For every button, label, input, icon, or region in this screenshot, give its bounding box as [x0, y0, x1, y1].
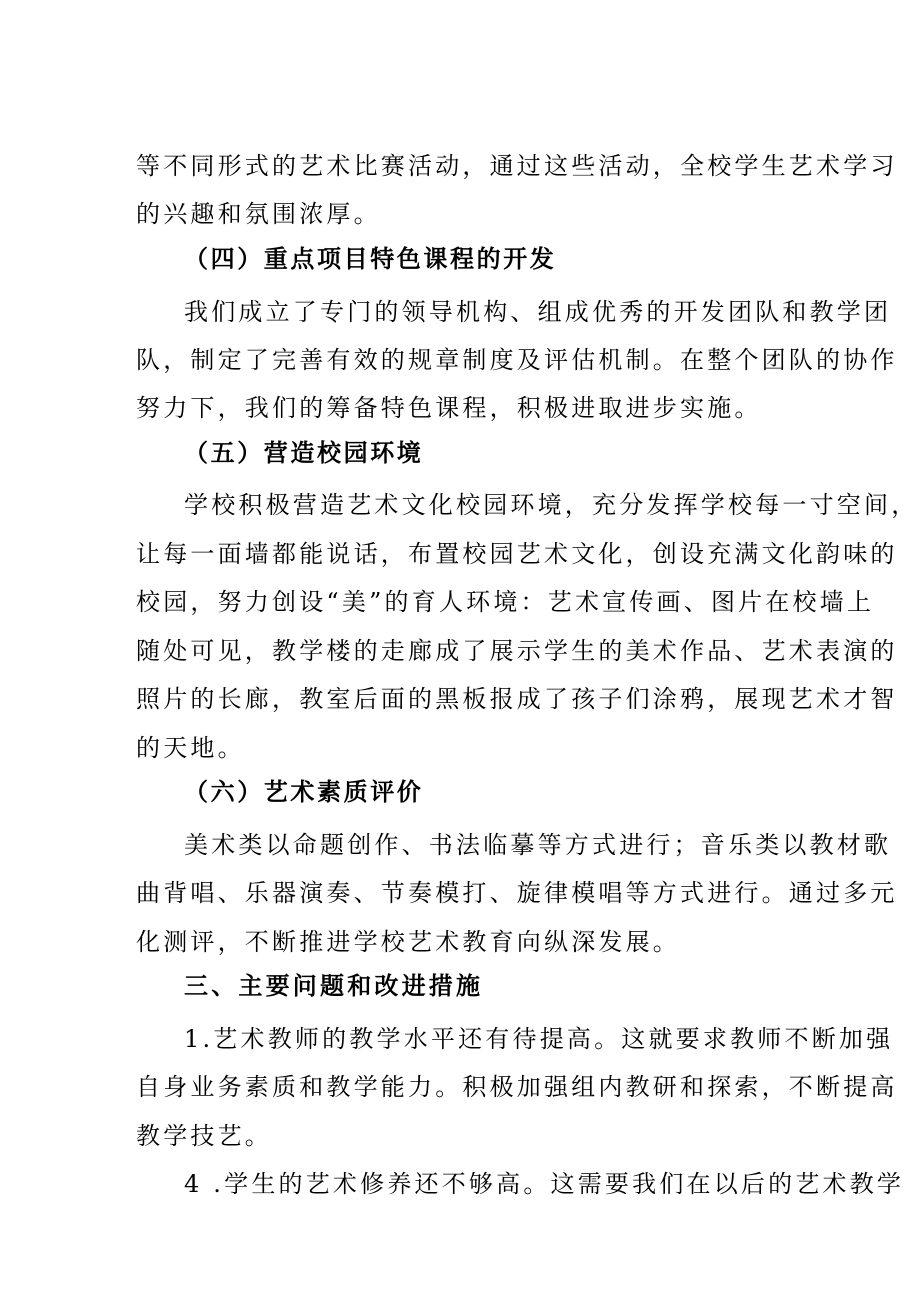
paragraph-line: 曲背唱、乐器演奏、节奏模打、旋律模唱等方式进行。通过多元: [136, 879, 898, 907]
section-heading-three: 三、主要问题和改进措施: [184, 970, 484, 1000]
paragraph-line: 队，制定了完善有效的规章制度及评估机制。在整个团队的协作: [136, 346, 898, 374]
paragraph-line: 化测评，不断推进学校艺术教育向纵深发展。: [136, 928, 680, 956]
section-heading-six: （六）艺术素质评价: [184, 777, 424, 806]
list-item-line: 1.艺术教师的教学水平还有待提高。这就要求教师不断加强: [184, 1025, 894, 1053]
section-heading-four: （四）重点项目特色课程的开发: [184, 244, 557, 273]
paragraph-line: 的兴趣和氛围浓厚。: [136, 200, 381, 228]
paragraph-line: 让每一面墙都能说话，布置校园艺术文化，创设充满文化韵味的: [136, 540, 898, 568]
paragraph-line: 校园，努力创设“美”的育人环境：艺术宣传画、图片在校墙上: [136, 588, 875, 616]
paragraph-line: 自身业务素质和教学能力。积极加强组内教研和探索，不断提高: [136, 1073, 898, 1101]
paragraph-line: 我们成立了专门的领导机构、组成优秀的开发团队和教学团: [184, 298, 892, 326]
paragraph-line: 随处可见，教学楼的走廊成了展示学生的美术作品、艺术表演的: [136, 637, 898, 665]
paragraph-line: 学校积极营造艺术文化校园环境，充分发挥学校每一寸空间，: [184, 491, 919, 519]
paragraph-line: 的天地。: [136, 734, 245, 762]
paragraph-line: 教学技艺。: [136, 1122, 272, 1150]
paragraph-line: 照片的长廊，教室后面的黑板报成了孩子们涂鸦，展现艺术才智: [136, 685, 898, 713]
section-heading-five: （五）营造校园环境: [184, 438, 424, 467]
paragraph-line: 等不同形式的艺术比赛活动，通过这些活动，全校学生艺术学习: [136, 152, 898, 180]
paragraph-line: 美术类以命题创作、书法临摹等方式进行；音乐类以教材歌: [184, 831, 892, 859]
list-item-line: 4 .学生的艺术修养还不够高。这需要我们在以后的艺术教学: [184, 1170, 905, 1198]
paragraph-line: 努力下，我们的筹备特色课程，积极进取进步实施。: [136, 394, 762, 422]
